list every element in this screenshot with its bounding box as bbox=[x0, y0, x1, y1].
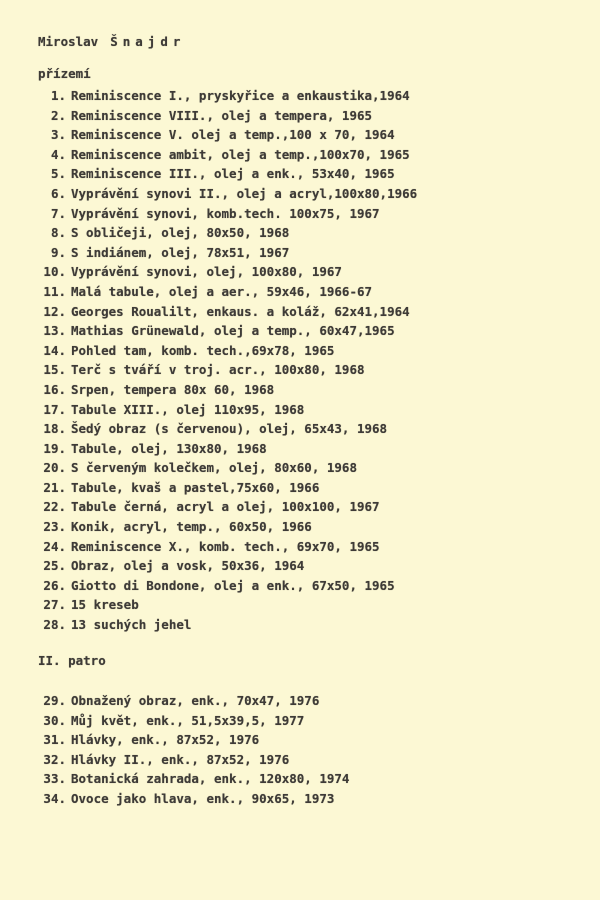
item-number: 5. bbox=[50, 166, 66, 182]
list-item bbox=[36, 164, 417, 184]
list-item bbox=[36, 125, 417, 145]
item-number: 4. bbox=[50, 146, 66, 162]
item-number: 25. bbox=[43, 558, 66, 574]
item-number: 29. bbox=[43, 693, 66, 708]
item-number: 19. bbox=[43, 440, 66, 456]
item-number: 30. bbox=[43, 712, 66, 728]
item-text: Reminiscence III., olej a enk., 53x40, 1965 bbox=[71, 166, 395, 182]
item-number: 34. bbox=[43, 790, 66, 806]
item-text: Hlávky, enk., 87x52, 1976 bbox=[71, 732, 260, 748]
list-item bbox=[36, 478, 417, 498]
item-number: 27. bbox=[43, 597, 66, 613]
section-title-second-floor: II. patro bbox=[38, 653, 106, 668]
list-item bbox=[36, 458, 417, 478]
item-text: Můj květ, enk., 51,5x39,5, 1977 bbox=[71, 712, 305, 728]
artwork-list-second-floor bbox=[36, 691, 349, 809]
item-number: 17. bbox=[43, 401, 66, 417]
item-text: Vyprávění synovi, komb.tech. 100x75, 1967 bbox=[71, 205, 380, 221]
list-item bbox=[36, 360, 417, 380]
list-item bbox=[36, 419, 417, 439]
list-item bbox=[36, 86, 417, 106]
item-text: Srpen, tempera 80x 60, 1968 bbox=[71, 381, 275, 397]
item-number: 6. bbox=[50, 185, 66, 201]
item-number: 20. bbox=[43, 460, 66, 476]
list-item bbox=[36, 145, 417, 165]
item-text: Tabule XIII., olej 110x95, 1968 bbox=[71, 401, 305, 417]
list-item bbox=[36, 769, 349, 789]
list-item bbox=[36, 556, 417, 576]
item-number: 15. bbox=[43, 362, 66, 378]
item-number: 32. bbox=[43, 751, 66, 767]
item-number: 9. bbox=[50, 244, 66, 260]
item-text: Vyprávění synovi, olej, 100x80, 1967 bbox=[71, 264, 342, 280]
list-item bbox=[36, 302, 417, 322]
item-number: 8. bbox=[50, 225, 66, 241]
item-text: Terč s tváří v troj. acr., 100x80, 1968 bbox=[71, 362, 365, 378]
item-text: S červeným kolečkem, olej, 80x60, 1968 bbox=[71, 460, 357, 476]
item-number: 16. bbox=[43, 381, 66, 397]
item-text: Tabule, kvaš a pastel,75x60, 1966 bbox=[71, 479, 320, 495]
item-text: Obraz, olej a vosk, 50x36, 1964 bbox=[71, 558, 305, 574]
item-number: 28. bbox=[43, 617, 66, 633]
item-text: Georges Roualilt, enkaus. a koláž, 62x41,1964 bbox=[71, 303, 410, 319]
item-number: 26. bbox=[43, 577, 66, 593]
list-item bbox=[36, 730, 349, 750]
item-number: 3. bbox=[50, 127, 66, 143]
item-text: Malá tabule, olej a aer., 59x46, 1966-67 bbox=[71, 283, 373, 299]
item-number: 22. bbox=[43, 499, 66, 515]
item-text: Šedý obraz (s červenou), olej, 65x43, 1968 bbox=[71, 421, 388, 437]
list-item bbox=[36, 321, 417, 341]
item-text: Hlávky II., enk., 87x52, 1976 bbox=[71, 751, 290, 767]
artwork-list-ground-floor bbox=[36, 86, 417, 635]
list-item bbox=[36, 615, 417, 635]
item-text: Reminiscence V. olej a temp.,100 x 70, 1964 bbox=[71, 127, 395, 143]
list-item bbox=[36, 711, 349, 731]
list-item bbox=[36, 691, 349, 711]
item-text: Reminiscence ambit, olej a temp.,100x70, 1965 bbox=[71, 146, 410, 162]
item-text: Reminiscence I., pryskyřice a enkaustika,1964 bbox=[71, 88, 410, 103]
item-number: 12. bbox=[43, 303, 66, 319]
list-item bbox=[36, 750, 349, 770]
list-item bbox=[36, 497, 417, 517]
item-number: 2. bbox=[50, 107, 66, 123]
item-number: 10. bbox=[43, 264, 66, 280]
list-item bbox=[36, 789, 349, 809]
item-text: Obnažený obraz, enk., 70x47, 1976 bbox=[71, 693, 320, 708]
list-item bbox=[36, 223, 417, 243]
item-number: 18. bbox=[43, 421, 66, 437]
item-text: Reminiscence X., komb. tech., 69x70, 1965 bbox=[71, 538, 380, 554]
item-text: Pohled tam, komb. tech.,69x78, 1965 bbox=[71, 342, 335, 358]
item-text: Tabule, olej, 130x80, 1968 bbox=[71, 440, 267, 456]
item-number: 23. bbox=[43, 519, 66, 535]
list-item bbox=[36, 576, 417, 596]
list-item bbox=[36, 400, 417, 420]
item-text: Vyprávění synovi II., olej a acryl,100x80,1966 bbox=[71, 185, 418, 201]
list-item bbox=[36, 341, 417, 361]
item-text: S obličeji, olej, 80x50, 1968 bbox=[71, 225, 290, 241]
item-text: S indiánem, olej, 78x51, 1967 bbox=[71, 244, 290, 260]
item-number: 11. bbox=[43, 283, 66, 299]
item-number: 33. bbox=[43, 771, 66, 787]
item-text: Konik, acryl, temp., 60x50, 1966 bbox=[71, 519, 312, 535]
author-heading bbox=[38, 34, 185, 49]
item-text: Ovoce jako hlava, enk., 90x65, 1973 bbox=[71, 790, 335, 806]
item-text: 13 suchých jehel bbox=[71, 617, 192, 633]
item-number: 31. bbox=[43, 732, 66, 748]
item-number: 14. bbox=[43, 342, 66, 358]
author-last-name: Šnajdr bbox=[110, 34, 186, 49]
item-text: Giotto di Bondone, olej a enk., 67x50, 1965 bbox=[71, 577, 395, 593]
item-number: 1. bbox=[50, 88, 66, 103]
section-title-ground-floor: přízemí bbox=[38, 66, 91, 81]
item-text: Tabule černá, acryl a olej, 100x100, 1967 bbox=[71, 499, 380, 515]
list-item bbox=[36, 537, 417, 557]
list-item bbox=[36, 262, 417, 282]
item-number: 13. bbox=[43, 323, 66, 339]
item-text: 15 kreseb bbox=[71, 597, 139, 613]
list-item bbox=[36, 380, 417, 400]
author-first-name: Miroslav bbox=[38, 34, 99, 49]
list-item bbox=[36, 184, 417, 204]
list-item bbox=[36, 517, 417, 537]
list-item bbox=[36, 243, 417, 263]
item-number: 21. bbox=[43, 479, 66, 495]
list-item bbox=[36, 204, 417, 224]
list-item bbox=[36, 282, 417, 302]
list-item bbox=[36, 106, 417, 126]
list-item bbox=[36, 595, 417, 615]
item-text: Mathias Grünewald, olej a temp., 60x47,1965 bbox=[71, 323, 395, 339]
item-text: Botanická zahrada, enk., 120x80, 1974 bbox=[71, 771, 350, 787]
item-text: Reminiscence VIII., olej a tempera, 1965 bbox=[71, 107, 373, 123]
list-item bbox=[36, 439, 417, 459]
item-number: 24. bbox=[43, 538, 66, 554]
item-number: 7. bbox=[50, 205, 66, 221]
